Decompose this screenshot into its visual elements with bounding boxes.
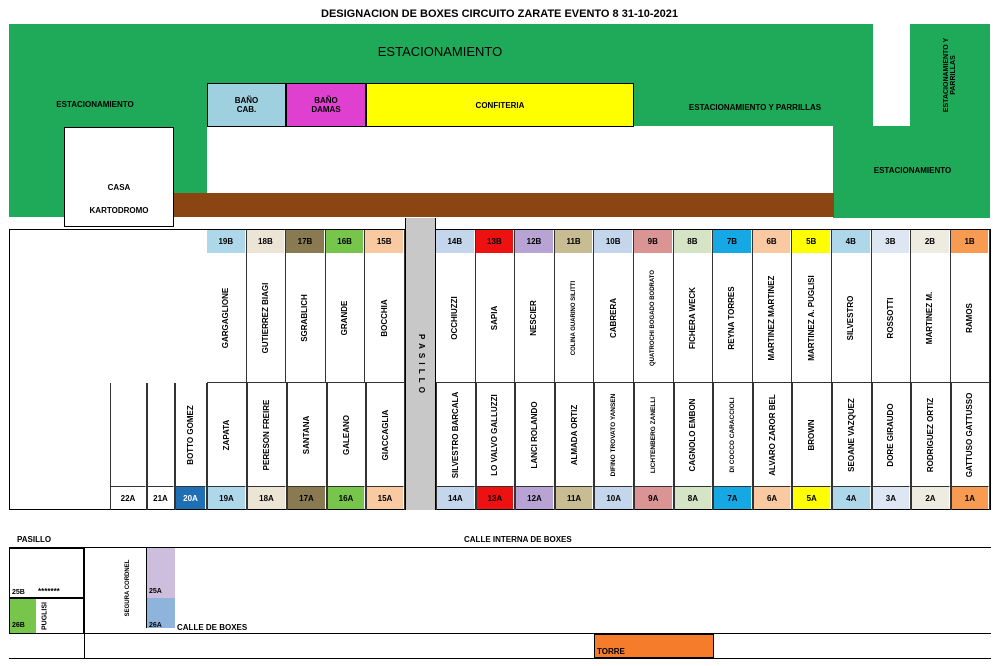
box-top-cell: [515, 230, 555, 383]
box-bottom-number: 1A: [952, 486, 989, 509]
pasillo-column: [405, 218, 436, 510]
box-top-driver: GARGAGLIONE: [221, 287, 231, 349]
box-top-driver-cell: [476, 253, 515, 383]
box-bottom-driver: LO VALVO GALLUZZI: [490, 393, 500, 476]
box-bottom-number: 4A: [833, 486, 871, 509]
calle-interna-row: [9, 533, 991, 547]
box-top-cell: [792, 230, 832, 383]
box-top-cell: [753, 230, 793, 383]
box-top-number: 10B: [594, 230, 633, 253]
box-top-cell: [365, 230, 405, 383]
box-top-driver: CABRERA: [608, 298, 618, 338]
box-top-driver-cell: [634, 253, 673, 383]
box-bottom-driver-cell: [873, 383, 911, 486]
box-top-driver: MARTINEZ MARTINEZ: [767, 275, 777, 361]
box-top-driver: MARTINEZ M.: [925, 291, 935, 345]
box-bottom-driver-cell: [516, 383, 554, 486]
box-bottom-driver-cell: [437, 383, 475, 486]
box-25a: [147, 548, 175, 598]
box-top-driver-cell: [207, 253, 246, 383]
box-26b-label: 26B: [12, 622, 25, 629]
box-top-driver: SGRABLICH: [300, 294, 310, 342]
box-top-number: 13B: [476, 230, 515, 253]
box-bottom-cell: [792, 383, 832, 510]
box-bottom-driver: LICHTENBERG ZANELLI: [649, 396, 657, 473]
box-25a-label: 25A: [149, 588, 162, 595]
box-bottom-cell: [175, 383, 207, 510]
box-bottom-number: 21A: [148, 486, 174, 509]
box-bottom-driver-cell: [148, 383, 174, 486]
box-bottom-driver: DIFINO TROVATO YANSEN: [609, 393, 617, 476]
box-26b-driver: PUGLISI: [41, 601, 49, 631]
box-top-driver: ROSSOTTI: [885, 297, 895, 339]
box-top-driver: GUTIERREZ BIAGI: [260, 282, 270, 354]
box-bottom-cell: [110, 383, 147, 510]
box-bottom-driver-cell: [952, 383, 989, 486]
box-bottom-cell: [911, 383, 951, 510]
box-bottom-driver-cell: [595, 383, 633, 486]
box-bottom-number: 2A: [912, 486, 950, 509]
box-top-number: 16B: [326, 230, 365, 253]
box-top-cell: [286, 230, 326, 383]
box-top-driver-cell: [326, 253, 365, 383]
box-bottom-cell: [366, 383, 405, 510]
box-top-number: 2B: [911, 230, 950, 253]
box-bottom-driver-cell: [675, 383, 713, 486]
box-bottom-number: 15A: [367, 486, 404, 509]
parking-main-label: ESTACIONAMIENTO: [377, 43, 503, 59]
box-bottom-driver-cell: [912, 383, 950, 486]
box-top-driver: FICHERA WECK: [687, 287, 697, 349]
bano-cab-line1: BAÑO: [234, 96, 259, 105]
box-bottom-driver: GIACCAGLIA: [380, 409, 390, 460]
box-top-number: 12B: [515, 230, 554, 253]
box-bottom-driver-cell: [477, 383, 515, 486]
pasillo-vertical-label: P A S I L L O: [416, 334, 426, 394]
parking-grill-zone-vertical: [910, 24, 990, 126]
box-bottom-driver-cell: [111, 383, 146, 486]
box-bottom-number: 17A: [288, 486, 326, 509]
box-top-cell: [832, 230, 872, 383]
box-bottom-driver: ALVARO ZAROR BEL: [767, 393, 777, 476]
parking-grill-label: ESTACIONAMIENTO Y PARRILLAS: [688, 102, 822, 112]
box-bottom-driver: CAGNOLO EMBON: [688, 398, 698, 471]
box-bottom-number: 22A: [111, 486, 146, 509]
box-bottom-driver-cell: [754, 383, 792, 486]
box-top-driver: NESCIER: [529, 300, 539, 336]
confiteria: CONFITERIA: [366, 83, 634, 127]
box-top-number: 18B: [247, 230, 286, 253]
box-bottom-number: 14A: [437, 486, 475, 509]
box-bottom-driver-cell: [367, 383, 404, 486]
box-bottom-driver-cell: [635, 383, 673, 486]
box-bottom-number: 18A: [248, 486, 286, 509]
box-top-driver: BOCCHIA: [379, 299, 389, 337]
box-top-driver-cell: [713, 253, 752, 383]
box-bottom-cell: [247, 383, 287, 510]
box-bottom-number: 3A: [873, 486, 911, 509]
calle-interna-label: CALLE INTERNA DE BOXES: [464, 535, 572, 544]
box-bottom-driver: ALMADA ORTIZ: [569, 404, 579, 465]
box-top-number: 7B: [713, 230, 752, 253]
box-top-driver-cell: [792, 253, 831, 383]
box-top-cell: [207, 230, 247, 383]
box-26a: [147, 598, 175, 628]
box-bottom-cell: [634, 383, 674, 510]
box-top-number: 15B: [365, 230, 404, 253]
box-bottom-cell: [674, 383, 714, 510]
box-bottom-number: 11A: [556, 486, 594, 509]
box-bottom-driver: SILVESTRO BARCALA: [450, 391, 460, 478]
box-top-number: 6B: [753, 230, 792, 253]
box-top-number: 8B: [674, 230, 713, 253]
box-top-driver-cell: [594, 253, 633, 383]
box-top-driver-cell: [872, 253, 911, 383]
box-top-cell: [713, 230, 753, 383]
box-top-number: 11B: [555, 230, 594, 253]
box-bottom-driver: GALEANO: [341, 414, 351, 455]
box-top-number: 3B: [872, 230, 911, 253]
box-bottom-driver-cell: [556, 383, 594, 486]
box-bottom-number: 8A: [675, 486, 713, 509]
box-top-driver: REYNA TORRES: [727, 286, 737, 350]
box-top-cell: [951, 230, 991, 383]
box-bottom-driver-cell: [288, 383, 326, 486]
box-bottom-driver: LANCI ROLANDO: [529, 400, 539, 469]
box-top-cell: [634, 230, 674, 383]
kartodromo-label: KARTODROMO: [89, 205, 149, 215]
box-top-driver: GRANDE: [340, 300, 350, 336]
lower-divider-left: [84, 548, 85, 658]
box-top-driver: QUATROCHI BOGADO BODRATO: [650, 270, 657, 366]
access-road: [174, 193, 834, 217]
box-bottom-driver: GATTUSO GATTUSSO: [965, 392, 975, 477]
box-bottom-driver-cell: [176, 383, 206, 486]
box-bottom-number: 12A: [516, 486, 554, 509]
segura-cordnel-cell: [110, 548, 147, 628]
casa-label: CASA: [107, 182, 131, 192]
box-bottom-cell: [872, 383, 912, 510]
box-26a-label: 26A: [149, 622, 162, 629]
box-bottom-cell: [327, 383, 366, 510]
box-bottom-cell: [832, 383, 872, 510]
box-top-cell: [476, 230, 516, 383]
box-top-cell: [872, 230, 912, 383]
box-bottom-cell: [287, 383, 327, 510]
box-bottom-cell: [207, 383, 247, 510]
box-bottom-number: 20A: [176, 486, 206, 509]
box-bottom-driver-cell: [328, 383, 365, 486]
box-bottom-cell: [594, 383, 634, 510]
box-top-driver-cell: [911, 253, 950, 383]
bano-damas: [286, 83, 366, 127]
box-bottom-number: 9A: [635, 486, 673, 509]
box-top-number: 9B: [634, 230, 673, 253]
box-bottom-cell: [436, 383, 476, 510]
pasillo-label: PASILLO: [17, 535, 52, 544]
box-top-driver-cell: [286, 253, 325, 383]
box-bottom-number: 19A: [208, 486, 246, 509]
box-top-driver-cell: [436, 253, 475, 383]
box-bottom-cell: [515, 383, 555, 510]
box-bottom-driver-cell: [248, 383, 286, 486]
box-top-cell: [555, 230, 595, 383]
box-top-driver: SILVESTRO: [846, 295, 856, 341]
box-top-driver-cell: [247, 253, 286, 383]
box-top-number: 17B: [286, 230, 325, 253]
box-bottom-driver: BROWN: [807, 418, 817, 451]
calle-boxes-label: CALLE DE BOXES: [177, 623, 248, 632]
box-bottom-number: 13A: [477, 486, 515, 509]
box-top-driver-cell: [832, 253, 871, 383]
box-bottom-cell: [476, 383, 516, 510]
box-bottom-number: 10A: [595, 486, 633, 509]
box-top-driver: MARTINEZ A. PUGLISI: [806, 275, 816, 361]
box-bottom-number: 16A: [328, 486, 365, 509]
box-bottom-cell: [147, 383, 175, 510]
box-top-driver-cell: [365, 253, 404, 383]
box-bottom-driver: RODRIGUEZ ORTIZ: [925, 397, 935, 472]
box-26b-driver-cell: [38, 601, 52, 631]
box-bottom-driver: DORE GIRAUDO: [886, 402, 896, 467]
bano-damas-line1: BAÑO: [314, 96, 338, 105]
calle-boxes-line: [9, 633, 991, 634]
box-top-cell: [594, 230, 634, 383]
bano-damas-line2: DAMAS: [311, 105, 341, 114]
box-top-driver-cell: [555, 253, 594, 383]
box-top-driver-cell: [753, 253, 792, 383]
box-top-driver: OCCHIUZZI: [450, 296, 460, 340]
box-top-cell: [674, 230, 714, 383]
box-bottom-driver: ZAPATA: [222, 419, 231, 450]
bottom-line: [9, 658, 991, 659]
box-bottom-driver: DI COCCO CARACCIOLI: [728, 396, 736, 473]
box-top-driver: COLINA GUARINO SILITTI: [571, 280, 578, 356]
torre-label: TORRE: [597, 647, 625, 656]
box-bottom-driver-cell: [833, 383, 871, 486]
box-bottom-cell: [713, 383, 753, 510]
box-bottom-driver: SEOANE VAZQUEZ: [846, 397, 856, 472]
box-bottom-driver-cell: [208, 383, 246, 486]
box-bottom-driver: BOTTO GOMEZ: [186, 404, 195, 465]
box-top-driver-cell: [951, 253, 990, 383]
box-top-number: 19B: [207, 230, 246, 253]
box-top-number: 5B: [792, 230, 831, 253]
parking-grill-vertical-label: ESTACIONAMIENTO Y PARRILLAS: [943, 37, 957, 113]
box-top-driver-cell: [515, 253, 554, 383]
box-bottom-driver-cell: [793, 383, 831, 486]
box-bottom-number: 7A: [714, 486, 752, 509]
box-top-cell: [436, 230, 476, 383]
box-bottom-cell: [753, 383, 793, 510]
bano-caballeros: [207, 83, 286, 127]
box-bottom-number: 5A: [793, 486, 831, 509]
box-top-cell: [247, 230, 287, 383]
segura-cordnel-driver: SEGURA CORDNEL: [125, 559, 131, 617]
box-bottom-driver: PERESON FREIRE: [262, 399, 271, 470]
box-26b: [9, 598, 84, 634]
box-top-number: 14B: [436, 230, 475, 253]
box-bottom-driver: SANTANA: [302, 415, 311, 454]
box-bottom-cell: [555, 383, 595, 510]
bano-cab-line2: CAB.: [236, 105, 257, 114]
box-top-driver: RAMOS: [965, 303, 975, 333]
parking-left-label: ESTACIONAMIENTO: [56, 99, 134, 109]
box-top-driver: SAPIA: [489, 305, 499, 331]
box-25b: [9, 548, 84, 598]
box-bottom-driver-cell: [714, 383, 752, 486]
box-bottom-cell: [951, 383, 990, 510]
torre: [594, 634, 714, 658]
box-top-number: 4B: [832, 230, 871, 253]
page-title: DESIGNACION DE BOXES CIRCUITO ZARATE EVENTO 8 31-10-2021: [321, 8, 678, 20]
box-top-driver-cell: [674, 253, 713, 383]
box-bottom-number: 6A: [754, 486, 792, 509]
box-25b-driver: *******: [38, 587, 60, 596]
parking-right-label: ESTACIONAMIENTO: [873, 165, 952, 175]
box-top-cell: [911, 230, 951, 383]
box-top-number: 1B: [951, 230, 990, 253]
box-top-cell: [326, 230, 366, 383]
box-25b-label: 25B: [12, 589, 25, 596]
